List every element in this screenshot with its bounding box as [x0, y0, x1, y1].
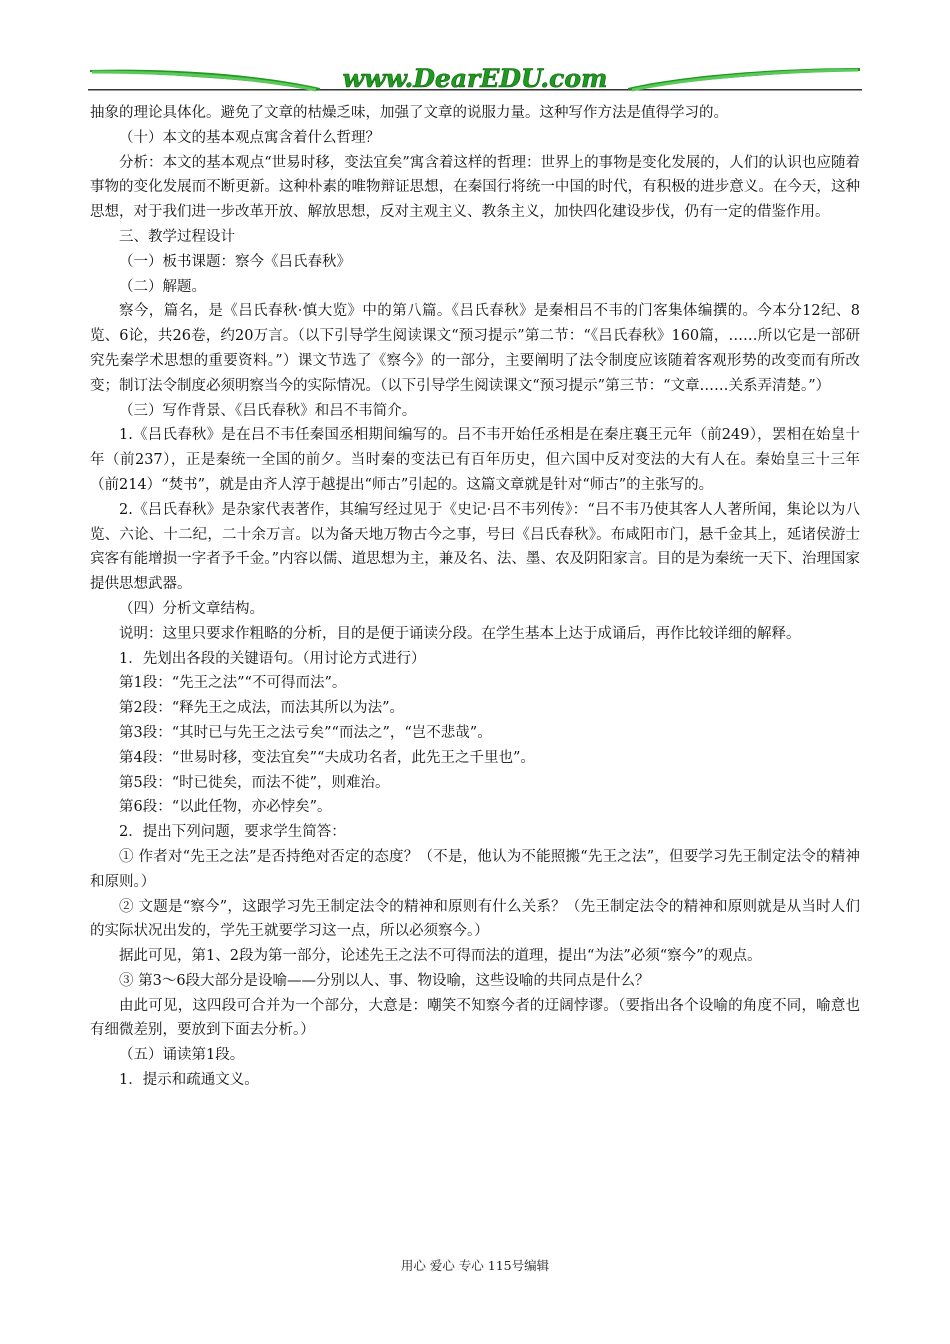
paragraph: （五）诵读第1段。 [119, 1047, 245, 1064]
header-swoosh-graphic [88, 62, 862, 96]
paragraph: （四）分析文章结构。 [119, 600, 264, 617]
list-item: 第4段：“世易时移，变法宜矣”“夫成功名者，此先王之千里也”。 [119, 749, 535, 766]
paragraph: 分析：本文的基本观点“世易时移，变法宜矣”寓含着这样的哲理：世界上的事物是变化发展的，人们的认识也应随着事物的变化发展而不断更新。这种朴素的唯物辩证思想，在秦国行将统一中国的时代，有积极的进步意义。在今天，这种思想，对于我们进一步改革开放、解放思想，反对主观主义、教条主义，加快四化建设步伐，仍有一定的借鉴作用。 [90, 154, 860, 221]
list-item: ③ 第3～6段大部分是设喻——分别以人、事、物设喻，这些设喻的共同点是什么？ [119, 972, 650, 989]
list-item: ② 文题是“察今”，这跟学习先王制定法令的精神和原则有什么关系？（先王制定法令的精神和原则就是从当时人们的实际状况出发的，学先王就要学习这一点，所以必须察今。） [90, 898, 860, 940]
list-item: 第1段：“先王之法”“不可得而法”。 [119, 675, 347, 692]
list-item: 第6段：“以此任物，亦必悖矣”。 [119, 799, 332, 816]
site-header-banner [88, 62, 862, 96]
document-body [90, 101, 860, 1093]
paragraph: 抽象的理论具体化。避免了文章的枯燥乏味，加强了文章的说服力量。这种写作方法是值得学习的。 [90, 105, 728, 121]
paragraph: 1．先划出各段的关键语句。（用讨论方式进行） [119, 650, 426, 667]
list-item: 第2段：“释先王之成法，而法其所以为法”。 [119, 700, 405, 717]
paragraph: （二）解题。 [119, 278, 206, 295]
paragraph: 说明：这里只要求作粗略的分析，目的是便于诵读分段。在学生基本上达于成诵后，再作比较详细的解释。 [119, 625, 801, 642]
paragraph: 由此可见，这四段可合并为一个部分，大意是：嘲笑不知察今者的迂阔悖谬。（要指出各个设喻的角度不同，喻意也有细微差别，要放到下面去分析。） [90, 997, 860, 1039]
paragraph: 2.《吕氏春秋》是杂家代表著作，其编写经过见于《史记·吕不韦列传》：“吕不韦乃使其客人人著所闻，集论以为八览、六论、十二纪，二十余万言。以为备天地万物古今之事，号曰《吕氏春秋》。布咸阳市门，悬千金其上，延诸侯游士宾客有能增损一字者予千金。”内容以儒、道思想为主，兼及名、法、墨、农及阴阳家言。目的是为秦统一天下、治理国家提供思想武器。 [90, 501, 860, 593]
paragraph: 1.《吕氏春秋》是在吕不韦任秦国丞相期间编写的。吕不韦开始任丞相是在秦庄襄王元年（前249），罢相在始皇十年（前237），正是秦统一全国的前夕。当时秦的变法已有百年历史，但六国中反对变法的大有人在。秦始皇三十三年（前214）“焚书”，就是由齐人淳于越提出“师古”引起的。这篇文章就是针对“师古”的主张写的。 [90, 427, 860, 493]
paragraph: （十）本文的基本观点寓含着什么哲理？ [119, 129, 380, 146]
page-footer: 用心 爱心 专心 115号编辑 [400, 1258, 550, 1273]
paragraph: 2．提出下列问题，要求学生简答： [119, 824, 346, 841]
list-item: ① 作者对“先王之法”是否持绝对否定的态度？（不是，他认为不能照搬“先王之法”，但要学习先王制定法令的精神和原则。） [90, 848, 860, 890]
list-item: 第3段：“其时已与先王之法亏矣”“而法之”，“岂不悲哉”。 [119, 724, 492, 741]
paragraph: 1．提示和疏通文义。 [119, 1072, 259, 1089]
site-logo-text: www.DearEDU.com [342, 64, 608, 93]
paragraph: 据此可见，第1、2段为第一部分，论述先王之法不可得而法的道理，提出“为法”必须“察今”的观点。 [119, 948, 762, 965]
section-heading: 三、教学过程设计 [119, 228, 235, 245]
paragraph: 察今，篇名，是《吕氏春秋·慎大览》中的第八篇。《吕氏春秋》是秦相吕不韦的门客集体编撰的。今本分12纪、8览、6论，共26卷，约20万言。（以下引导学生阅读课文“预习提示”第二节：“《吕氏春秋》160篇，……所以它是一部研究先秦学术思想的重要资料。”）课文节选了《察今》的一部分，主要阐明了法令制度应该随着客观形势的改变而有所改变；制订法令制度必须明察当今的实际情况。（以下引导学生阅读课文“预习提示”第三节：“文章……关系弄清楚。”） [90, 303, 860, 394]
list-item: 第5段：“时已徙矣，而法不徙”，则难治。 [119, 774, 390, 791]
paragraph: （一）板书课题：察今《吕氏春秋》 [119, 253, 351, 270]
paragraph: （三）写作背景、《吕氏春秋》和吕不韦简介。 [119, 402, 417, 419]
